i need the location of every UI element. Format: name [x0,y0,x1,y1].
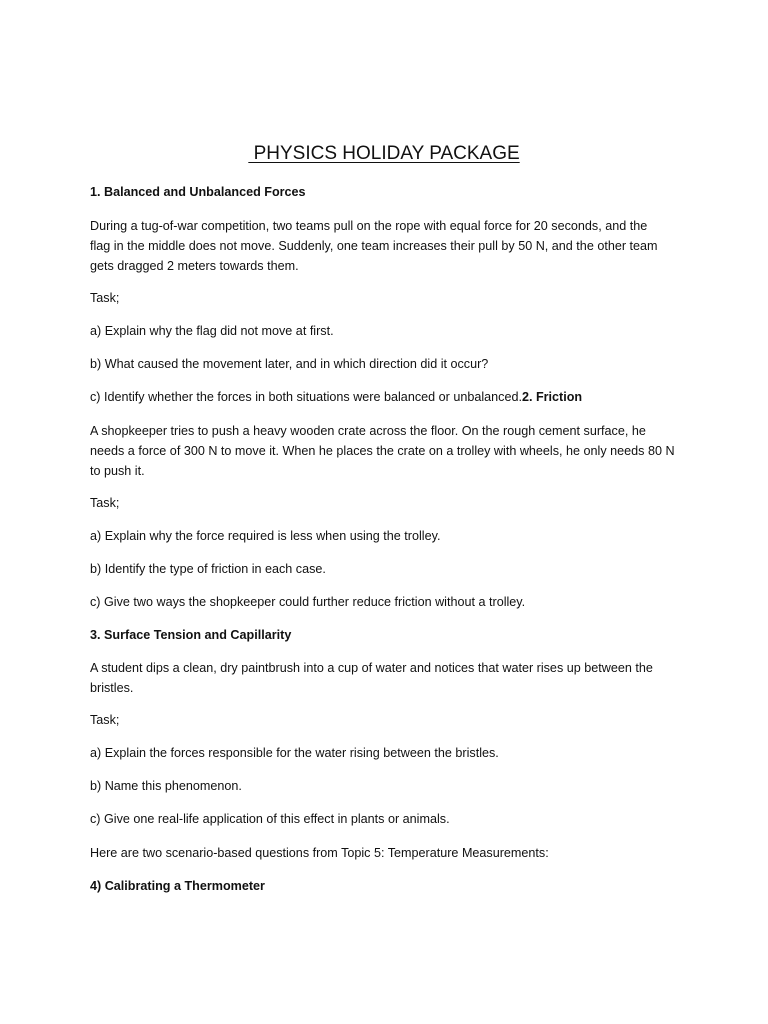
q2-scenario-line-2: needs a force of 300 N to move it. When he places the crate on a trolley with wheels, he only needs 80 N [90,444,675,458]
q1-scenario-line-3: gets dragged 2 meters towards them. [90,259,299,273]
q2-task-label: Task; [90,496,120,510]
q2-part-a: a) Explain why the force required is less when using the trolley. [90,529,441,543]
q1-part-c: c) Identify whether the forces in both situations were balanced or unbalanced. [90,390,522,404]
q1-part-c-line [90,387,690,407]
page-title: PHYSICS HOLIDAY PACKAGE [248,143,520,164]
q3-part-c: c) Give one real-life application of this effect in plants or animals. [90,812,450,826]
q2-heading: 2. Friction [521,390,583,404]
q1-part-a: a) Explain why the flag did not move at first. [90,324,334,338]
q3-part-b: b) Name this phenomenon. [90,779,242,793]
q2-part-c: c) Give two ways the shopkeeper could further reduce friction without a trolley. [90,595,526,609]
q3-scenario-line-1: A student dips a clean, dry paintbrush into a cup of water and notices that water rises up between the [90,661,653,675]
q4-heading: 4) Calibrating a Thermometer [90,879,265,893]
q3-part-a: a) Explain the forces responsible for the water rising between the bristles. [90,746,499,760]
q2-part-b: b) Identify the type of friction in each case. [90,562,326,576]
q1-part-b: b) What caused the movement later, and in which direction did it occur? [90,357,489,371]
q1-heading: 1. Balanced and Unbalanced Forces [90,185,306,199]
q2-scenario-line-3: to push it. [90,464,145,478]
q2-scenario-line-1: A shopkeeper tries to push a heavy wooden crate across the floor. On the rough cement surface, he [90,424,646,438]
q3-scenario-line-2: bristles. [90,681,134,695]
topic5-intro: Here are two scenario-based questions from Topic 5: Temperature Measurements: [90,846,549,860]
q3-task-label: Task; [90,713,120,727]
q3-heading: 3. Surface Tension and Capillarity [90,628,292,642]
q1-task-label: Task; [90,291,120,305]
q1-scenario-line-1: During a tug-of-war competition, two teams pull on the rope with equal force for 20 seconds, and the [90,219,648,233]
q1-scenario-line-2: flag in the middle does not move. Suddenly, one team increases their pull by 50 N, and the other team [90,239,658,253]
